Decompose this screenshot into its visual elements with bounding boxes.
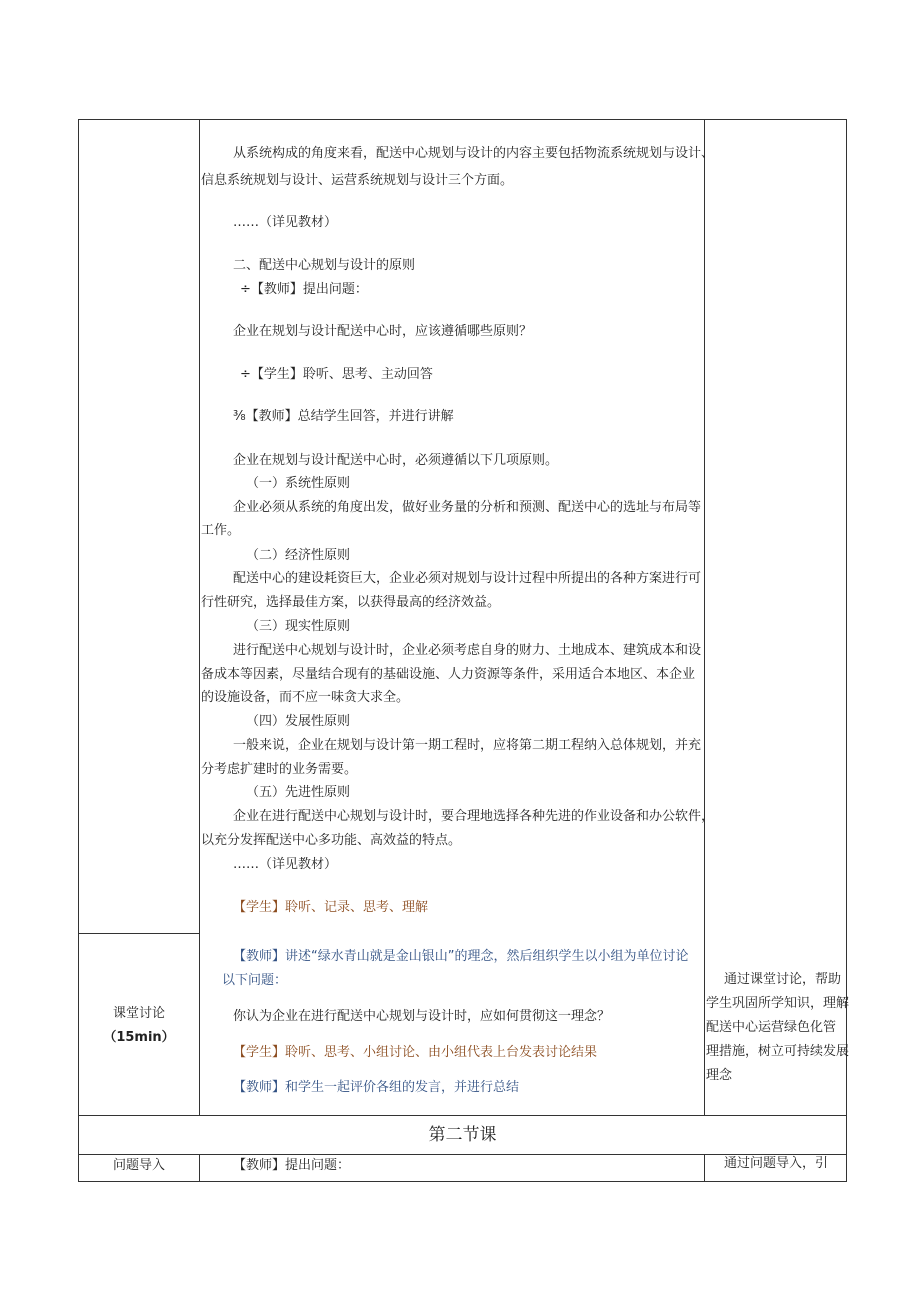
paragraph: 工作。 <box>201 523 241 538</box>
section-heading: 二、配送中心规划与设计的原则 <box>233 258 416 273</box>
student-prompt: ÷【学生】聆听、思考、主动回答 <box>240 367 433 382</box>
table-border-bottom <box>78 1181 847 1182</box>
design-intent: 理念 <box>706 1068 733 1083</box>
principle-heading: （四）发展性原则 <box>246 714 351 729</box>
table-border-right <box>846 119 847 1182</box>
principle-heading: （五）先进性原则 <box>246 785 351 800</box>
teacher-activity: 【教师】和学生一起评价各组的发言，并进行总结 <box>233 1080 520 1095</box>
paragraph: 从系统构成的角度来看，配送中心规划与设计的内容主要包括物流系统规划与设计、 <box>233 146 715 161</box>
design-intent: 通过问题导入，引 <box>724 1156 829 1171</box>
design-intent: 通过课堂讨论，帮助 <box>724 972 842 987</box>
principle-heading: （三）现实性原则 <box>246 619 351 634</box>
paragraph: 信息系统规划与设计、运营系统规划与设计三个方面。 <box>201 173 514 188</box>
paragraph: 行性研究，选择最佳方案，以获得最高的经济效益。 <box>201 595 501 610</box>
paragraph: 分考虑扩建时的业务需要。 <box>201 762 358 777</box>
paragraph: 企业必须从系统的角度出发，做好业务量的分析和预测、配送中心的选址与布局等 <box>233 500 702 515</box>
paragraph: 企业在进行配送中心规划与设计时，要合理地选择各种先进的作业设备和办公软件， <box>233 809 715 824</box>
row-label: 问题导入 <box>112 1158 165 1173</box>
teacher-activity: 【教师】讲述“绿水青山就是金山银山”的理念，然后组织学生以小组为单位讨论 <box>233 949 689 964</box>
table-col-divider <box>199 119 200 1116</box>
paragraph: 的设施设备，而不应一味贪大求全。 <box>201 690 410 705</box>
table-col-divider <box>199 1154 200 1182</box>
section-title: 第二节课 <box>428 1125 497 1145</box>
paragraph: ……（详见教材） <box>233 857 338 872</box>
table-border-top <box>78 119 847 120</box>
teacher-prompt: ÷【教师】提出问题： <box>240 282 368 297</box>
teacher-activity: 以下问题： <box>222 973 288 988</box>
teacher-prompt: 【教师】提出问题： <box>233 1158 351 1173</box>
paragraph: 进行配送中心规划与设计时，企业必须考虑自身的财力、土地成本、建筑成本和设 <box>233 643 702 658</box>
paragraph: 备成本等因素，尽量结合现有的基础设施、人力资源等条件，采用适合本地区、本企业 <box>201 667 696 682</box>
design-intent: 学生巩固所学知识，理解 <box>706 996 850 1011</box>
principle-heading: （二）经济性原则 <box>246 548 351 563</box>
paragraph: 一般来说，企业在规划与设计第一期工程时，应将第二期工程纳入总体规划，并充 <box>233 738 702 753</box>
paragraph: 以充分发挥配送中心多功能、高效益的特点。 <box>201 833 462 848</box>
principle-heading: （一）系统性原则 <box>246 476 351 491</box>
paragraph: 企业在规划与设计配送中心时，应该遵循哪些原则？ <box>233 324 533 339</box>
design-intent: 配送中心运营绿色化管 <box>706 1020 837 1035</box>
table-col-divider <box>704 1154 705 1182</box>
paragraph: 企业在规划与设计配送中心时，必须遵循以下几项原则。 <box>233 453 559 468</box>
row-label: 课堂讨论 <box>112 1006 165 1021</box>
row-duration: （15min） <box>103 1030 175 1045</box>
paragraph: ……（详见教材） <box>233 215 338 230</box>
design-intent: 理措施，树立可持续发展 <box>706 1044 850 1059</box>
teacher-summary: ⅜【教师】总结学生回答，并进行讲解 <box>233 409 454 424</box>
table-col-divider <box>704 119 705 1116</box>
table-row-divider-left <box>78 933 200 934</box>
discussion-question: 你认为企业在进行配送中心规划与设计时，应如何贯彻这一理念？ <box>233 1009 611 1024</box>
table-row-divider <box>78 1115 847 1116</box>
student-activity: 【学生】聆听、思考、小组讨论、由小组代表上台发表讨论结果 <box>233 1045 598 1060</box>
student-activity: 【学生】聆听、记录、思考、理解 <box>233 900 429 915</box>
paragraph: 配送中心的建设耗资巨大，企业必须对规划与设计过程中所提出的各种方案进行可 <box>233 571 702 586</box>
